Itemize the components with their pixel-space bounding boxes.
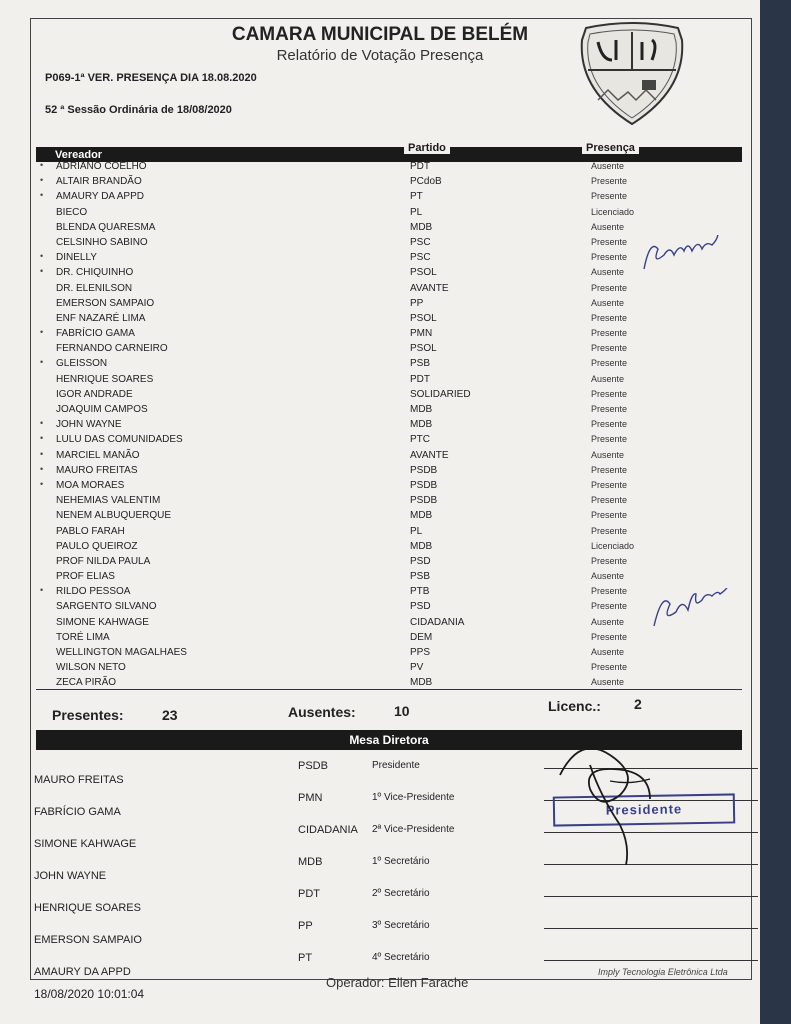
mesa-member-party: PT xyxy=(298,952,313,964)
row-marker: • xyxy=(40,160,44,170)
mesa-member-row xyxy=(34,920,754,952)
vereador-status: Ausente xyxy=(591,647,625,657)
presentes-label: Presentes: xyxy=(52,707,124,723)
mesa-member-role: 3º Secretário xyxy=(372,920,430,931)
mesa-member-name: FABRÍCIO GAMA xyxy=(34,806,121,818)
table-row xyxy=(36,251,742,266)
vereador-name: TORÉ LIMA xyxy=(56,631,110,643)
presentes-count: 23 xyxy=(162,707,178,723)
vereador-party: PSOL xyxy=(410,312,437,324)
licenc-count: 2 xyxy=(634,696,642,712)
vereador-status: Ausente xyxy=(591,373,625,384)
vereador-status: Presente xyxy=(591,434,628,445)
mesa-diretora-header: Mesa Diretora xyxy=(36,730,742,750)
row-marker: • xyxy=(40,448,44,459)
vereador-status: Presente xyxy=(591,312,628,323)
vereador-status: Presente xyxy=(591,388,628,399)
signature-line xyxy=(544,960,758,961)
vereador-party: PP xyxy=(410,297,424,309)
vereador-status: Presente xyxy=(591,404,628,414)
vereador-party: PDT xyxy=(410,373,430,385)
mesa-member-role: 2ª Vice-Presidente xyxy=(372,824,455,835)
vereador-name: JOHN WAYNE xyxy=(56,419,122,431)
table-row xyxy=(36,525,742,540)
vereador-party: PSOL xyxy=(410,267,437,279)
vereador-status: Ausente xyxy=(591,616,625,627)
vereador-party: PPS xyxy=(410,647,431,658)
row-marker: • xyxy=(40,251,44,262)
vereador-party: PDT xyxy=(410,161,430,172)
column-header-presenca: Presença xyxy=(582,142,639,154)
table-row xyxy=(36,509,742,524)
vereador-name: RILDO PESSOA xyxy=(56,586,131,598)
vereador-party: AVANTE xyxy=(410,449,449,461)
vereador-name: ADRIANO COELHO xyxy=(56,161,147,172)
vereador-name: DINELLY xyxy=(56,252,97,264)
row-marker: • xyxy=(40,463,44,474)
table-row xyxy=(36,282,742,297)
table-row xyxy=(36,373,742,388)
vereador-name: ZECA PIRÃO xyxy=(56,677,117,689)
mesa-member-name: AMAURY DA APPD xyxy=(34,966,131,978)
table-row xyxy=(36,616,742,631)
table-row xyxy=(36,388,742,403)
mesa-member-role: Presidente xyxy=(372,760,420,771)
vereador-name: MAURO FREITAS xyxy=(56,464,138,476)
mesa-member-role: 1º Vice-Presidente xyxy=(372,792,455,803)
mesa-member-party: CIDADANIA xyxy=(298,824,358,836)
mesa-member-role: 1º Secretário xyxy=(372,856,430,867)
table-row xyxy=(36,312,742,327)
vereador-status: Presente xyxy=(591,176,628,187)
table-row xyxy=(36,464,742,479)
table-row xyxy=(36,631,742,646)
vereador-name: MARCIEL MANÃO xyxy=(56,449,140,461)
vereador-party: PTB xyxy=(410,586,430,598)
vereador-name: HENRIQUE SOARES xyxy=(56,373,154,385)
mesa-member-name: EMERSON SAMPAIO xyxy=(34,934,142,946)
table-row xyxy=(36,449,742,464)
vereador-party: PL xyxy=(410,525,423,537)
vereador-name: PROF NILDA PAULA xyxy=(56,555,151,567)
licenc-label: Licenc.: xyxy=(548,698,601,714)
vereador-status: Presente xyxy=(591,358,628,369)
column-header-partido: Partido xyxy=(404,142,450,154)
vereador-name: WELLINGTON MAGALHAES xyxy=(56,647,187,658)
vereador-party: MDB xyxy=(410,404,433,415)
vereador-status: Licenciado xyxy=(591,540,635,551)
row-marker: • xyxy=(40,357,44,368)
table-row xyxy=(36,600,742,615)
table-row xyxy=(36,555,742,570)
vereador-status: Ausente xyxy=(591,297,625,308)
mesa-member-party: PP xyxy=(298,920,313,932)
operator-label: Operador: Ellen Farache xyxy=(326,975,469,990)
session-label: 52 ª Sessão Ordinária de 18/08/2020 xyxy=(45,104,232,116)
mesa-member-name: JOHN WAYNE xyxy=(34,870,107,882)
vereador-name: BIECO xyxy=(56,206,88,218)
vereador-name: PROF ELIAS xyxy=(56,571,115,583)
column-header-vereador: Vereador xyxy=(55,149,103,161)
vereador-status: Ausente xyxy=(591,221,625,232)
vereador-status: Presente xyxy=(591,631,628,642)
row-marker: • xyxy=(40,327,44,338)
print-timestamp: 18/08/2020 10:01:04 xyxy=(34,987,145,1001)
signature-line xyxy=(544,896,758,897)
vereador-status: Presente xyxy=(591,510,628,521)
table-bottom-rule xyxy=(36,689,742,690)
president-signature-icon xyxy=(550,735,670,865)
ausentes-label: Ausentes: xyxy=(288,704,356,720)
vereador-party: MDB xyxy=(410,221,433,233)
table-row xyxy=(36,570,742,585)
table-row xyxy=(36,175,742,190)
vereador-status: Ausente xyxy=(591,571,625,582)
vereador-party: PSC xyxy=(410,252,431,264)
mesa-member-party: PSDB xyxy=(298,760,328,772)
mesa-member-name: MAURO FREITAS xyxy=(34,774,124,786)
vereador-party: AVANTE xyxy=(410,282,449,294)
mesa-member-name: HENRIQUE SOARES xyxy=(34,902,141,914)
vereador-party: PV xyxy=(410,662,424,674)
table-row xyxy=(36,206,742,221)
table-row xyxy=(36,327,742,342)
vereador-party: CIDADANIA xyxy=(410,616,465,628)
table-row xyxy=(36,661,742,676)
vereador-status: Presente xyxy=(591,464,628,475)
vereador-status: Presente xyxy=(591,252,628,263)
vereador-name: ALTAIR BRANDÃO xyxy=(56,176,142,188)
vereador-name: SARGENTO SILVANO xyxy=(56,601,157,613)
ausentes-count: 10 xyxy=(394,703,410,719)
vereador-name: AMAURY DA APPD xyxy=(56,191,144,203)
vereador-name: PABLO FARAH xyxy=(56,525,125,537)
vereador-party: DEM xyxy=(410,631,433,643)
signature-line xyxy=(544,928,758,929)
vereador-status: Ausente xyxy=(591,677,625,688)
table-row xyxy=(36,433,742,448)
vereador-party: MDB xyxy=(410,540,433,552)
vereador-status: Presente xyxy=(591,525,628,536)
mesa-member-role: 4º Secretário xyxy=(372,952,430,963)
table-row xyxy=(36,585,742,600)
vereador-party: PCdoB xyxy=(410,176,442,188)
vereador-party: PSDB xyxy=(410,495,438,507)
table-row xyxy=(36,342,742,357)
vereador-status: Ausente xyxy=(591,161,625,171)
vereador-status: Presente xyxy=(591,555,628,566)
row-marker: • xyxy=(40,418,44,429)
vereador-name: BLENDA QUARESMA xyxy=(56,221,156,233)
vereador-name: WILSON NETO xyxy=(56,662,126,674)
vereador-name: NENEM ALBUQUERQUE xyxy=(56,510,172,522)
vereador-party: PSOL xyxy=(410,343,437,355)
vereador-name: IGOR ANDRADE xyxy=(56,388,133,400)
vereador-name: CELSINHO SABINO xyxy=(56,236,148,248)
row-marker: • xyxy=(40,585,44,596)
vereador-status: Presente xyxy=(591,495,628,506)
mesa-member-party: PMN xyxy=(298,792,323,804)
mesa-member-party: PDT xyxy=(298,888,320,900)
vereador-name: LULU DAS COMUNIDADES xyxy=(56,434,183,446)
vereador-name: SIMONE KAHWAGE xyxy=(56,616,149,628)
vereador-name: EMERSON SAMPAIO xyxy=(56,297,155,309)
mesa-member-row xyxy=(34,888,754,920)
vereador-status: Ausente xyxy=(591,449,625,460)
vereador-name: FERNANDO CARNEIRO xyxy=(56,343,168,355)
vereador-party: PSB xyxy=(410,358,431,370)
vereador-status: Presente xyxy=(591,586,628,597)
table-row xyxy=(36,540,742,555)
vereador-status: Presente xyxy=(591,191,628,202)
vereador-name: NEHEMIAS VALENTIM xyxy=(56,495,161,507)
table-row xyxy=(36,418,742,433)
row-marker: • xyxy=(40,433,44,444)
vereador-status: Presente xyxy=(591,662,628,673)
vereador-status: Presente xyxy=(591,236,628,247)
coat-of-arms-icon xyxy=(576,20,688,128)
table-row xyxy=(36,494,742,509)
table-row xyxy=(36,403,742,418)
vereador-status: Presente xyxy=(591,601,628,612)
vereador-status: Presente xyxy=(591,328,628,339)
table-row xyxy=(36,236,742,251)
row-marker: • xyxy=(40,175,44,186)
table-row xyxy=(36,646,742,661)
vereador-party: PSDB xyxy=(410,479,438,491)
vereador-name: FABRÍCIO GAMA xyxy=(56,328,135,340)
vereador-party: SOLIDARIED xyxy=(410,388,471,400)
vereador-party: PSB xyxy=(410,571,431,583)
vereador-party: PL xyxy=(410,206,423,218)
vereadores-table xyxy=(36,160,742,692)
vereador-status: Presente xyxy=(591,343,628,354)
vereador-party: PMN xyxy=(410,328,433,340)
vereador-party: PTC xyxy=(410,434,430,446)
table-row xyxy=(36,221,742,236)
vereador-name: JOAQUIM CAMPOS xyxy=(56,404,148,415)
row-marker: • xyxy=(40,190,44,201)
table-row xyxy=(36,266,742,281)
vereador-name: MOA MORAES xyxy=(56,479,125,491)
vereador-party: PSD xyxy=(410,601,431,613)
vereador-status: Ausente xyxy=(591,267,625,278)
vereador-name: DR. ELENILSON xyxy=(56,282,133,294)
row-marker: • xyxy=(40,478,44,489)
handwritten-signature-icon xyxy=(640,235,720,275)
vereador-party: PSDB xyxy=(410,464,438,476)
row-marker: • xyxy=(40,266,44,277)
vereador-party: PSD xyxy=(410,555,431,567)
vereador-party: PSC xyxy=(410,236,431,248)
vereador-party: MDB xyxy=(410,677,433,689)
presidente-stamp: Presidente xyxy=(553,793,735,826)
vereador-name: GLEISSON xyxy=(56,358,108,370)
vereador-status: Presente xyxy=(591,419,628,430)
vereador-status: Presente xyxy=(591,479,628,490)
mesa-member-role: 2º Secretário xyxy=(372,888,430,899)
vereador-party: PT xyxy=(410,191,423,203)
handwritten-signature-icon xyxy=(650,588,732,632)
vereador-party: MDB xyxy=(410,510,433,522)
vereador-status: Presente xyxy=(591,282,628,293)
vereador-party: MDB xyxy=(410,419,433,431)
vereador-name: ENF NAZARÉ LIMA xyxy=(56,312,146,324)
company-label: Imply Tecnologia Eletrônica Ltda xyxy=(598,967,728,977)
vereador-name: PAULO QUEIROZ xyxy=(56,540,138,552)
mesa-member-name: SIMONE KAHWAGE xyxy=(34,838,137,850)
table-row xyxy=(36,160,742,175)
report-code: P069-1ª VER. PRESENÇA DIA 18.08.2020 xyxy=(45,72,257,84)
table-row xyxy=(36,297,742,312)
table-row xyxy=(36,357,742,372)
vereador-name: DR. CHIQUINHO xyxy=(56,267,134,279)
mesa-member-party: MDB xyxy=(298,856,323,868)
document-subtitle: Relatório de Votação Presença xyxy=(276,47,484,64)
document-title: CAMARA MUNICIPAL DE BELÉM xyxy=(231,24,529,45)
vereador-status: Licenciado xyxy=(591,206,635,217)
table-row xyxy=(36,190,742,205)
table-row xyxy=(36,479,742,494)
